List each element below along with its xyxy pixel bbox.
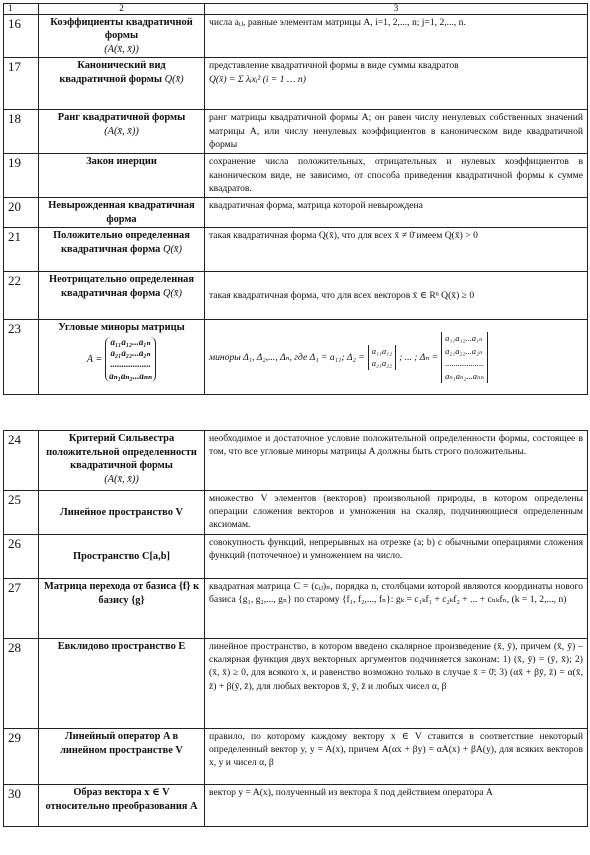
table-row bbox=[4, 154, 588, 198]
definition-cell: такая квадратичная форма Q(x̄), что для всех x̄ ≠ 0̄ имеем Q(x̄) > 0 bbox=[205, 228, 588, 272]
term-math: Q(x̄) bbox=[162, 287, 182, 299]
term-cell: Матрица перехода от базиса {f} к базису {g} bbox=[39, 579, 205, 639]
term-cell bbox=[39, 110, 205, 154]
row-number: 22 bbox=[4, 272, 39, 320]
term-text: Критерий Сильвестра положительной определенности квадратичной формы bbox=[46, 433, 197, 472]
term-cell bbox=[39, 272, 205, 320]
definition-cell: сохранение числа положительных, отрицательных и нулевых коэффициентов в каноническом виде, не зависимо, от способа приведения квадратичной формы к сумме квадратов. bbox=[205, 154, 588, 198]
definitions-table-1 bbox=[3, 3, 588, 395]
row-number: 16 bbox=[4, 14, 39, 58]
row-number: 21 bbox=[4, 228, 39, 272]
table-row bbox=[4, 228, 588, 272]
term-math: (A(x̄, x̄)) bbox=[104, 125, 139, 137]
term-cell bbox=[39, 431, 205, 491]
definition-cell: ранг матрицы квадратичной формы A; он равен числу ненулевых собственных значений матрицы A, или числу ненулевых коэффициентов в каноническом виде квадратичной формы bbox=[205, 110, 588, 154]
minor-2x2 bbox=[368, 345, 396, 371]
row-number: 25 bbox=[4, 491, 39, 535]
definition-cell: множество V элементов (векторов) произвольной природы, в котором определены операции сложения векторов и умножения на скаляр, подчиняющиеся определенным аксиомам. bbox=[205, 491, 588, 535]
term-cell bbox=[39, 58, 205, 110]
row-number: 28 bbox=[4, 639, 39, 729]
table-row bbox=[4, 272, 588, 320]
row-number: 29 bbox=[4, 729, 39, 785]
row-number: 20 bbox=[4, 198, 39, 228]
minor-nxn bbox=[441, 332, 488, 383]
table-row bbox=[4, 198, 588, 228]
table-row bbox=[4, 535, 588, 579]
definition-cell bbox=[205, 58, 588, 110]
term-cell: Невырожденная квадратичная форма bbox=[39, 198, 205, 228]
term-math: Q(x̄) bbox=[162, 243, 182, 255]
definitions-table-2 bbox=[3, 430, 588, 827]
term-text: Канонический вид квадратичной формы bbox=[59, 60, 166, 85]
matrix-row: a₁₁a₁₂...a₁ₙ bbox=[110, 336, 151, 347]
term-cell: Линейное пространство V bbox=[39, 491, 205, 535]
row-number: 24 bbox=[4, 431, 39, 491]
definition-cell: квадратичная форма, матрица которой невырождена bbox=[205, 198, 588, 228]
table-row bbox=[4, 729, 588, 785]
table-row bbox=[4, 785, 588, 827]
term-cell bbox=[39, 14, 205, 58]
row-number: 23 bbox=[4, 320, 39, 395]
table-row bbox=[4, 58, 588, 110]
term-math: (A(x̄, x̄)) bbox=[104, 43, 139, 55]
definition-cell: квадратная матрица C = (cᵢⱼ)ₙ, порядка n, столбцами которой являются координаты нового базиса {g₁, g₂,..., gₙ} по старому {f₁, f₂,..., fₙ}: gₖ = c₁ₖf₁ + c₂ₖf₂ + ... + cₙₖfₙ, (k = 1, 2,..., n) bbox=[205, 579, 588, 639]
table-row bbox=[4, 639, 588, 729]
term-cell: Закон инерции bbox=[39, 154, 205, 198]
term-text: Угловые миноры матрицы bbox=[58, 322, 185, 334]
matrix-row: a₂₁a₂₂...a₂ₙ bbox=[110, 348, 151, 359]
matrix-row: a₁₁a₁₂ bbox=[371, 345, 393, 356]
term-math: Q(x̄) bbox=[164, 73, 184, 85]
matrix-row: a₁₁a₁₂...a₁ₙ bbox=[445, 332, 483, 343]
definition-cell bbox=[205, 320, 588, 395]
definition-cell: вектор y = A(x), полученный из вектора x̄ под действием оператора A bbox=[205, 785, 588, 827]
matrix-row: .................. bbox=[110, 359, 151, 370]
table-row bbox=[4, 110, 588, 154]
table-row bbox=[4, 431, 588, 491]
matrix-row: .................. bbox=[445, 358, 484, 369]
term-text: Коэффициенты квадратичной формы bbox=[50, 16, 193, 42]
term-text: Положительно определенная квадратичная форма bbox=[53, 230, 190, 255]
table-row bbox=[4, 14, 588, 58]
header-col-3: 3 bbox=[205, 4, 588, 15]
term-math: (A(x̄, x̄)) bbox=[104, 473, 139, 485]
term-cell: Образ вектора x ∈ V относительно преобразования A bbox=[39, 785, 205, 827]
definition-cell: совокупность функций, непрерывных на отрезке (a; b) с обычными операциями сложения функций (поточечное) и умножением на число. bbox=[205, 535, 588, 579]
definition-tail: ; ... ; Δₙ = bbox=[399, 351, 439, 363]
definition-cell: линейное пространство, в котором введено скалярное произведение (x̄, ȳ), причем (x̄, ȳ) – скалярная функция двух векторных аргументов подчиняется законам: 1) (x̄, ȳ) = (ȳ, x̄); 2) (x̄, x̄) ≥ 0, для всякого x, и равенство возможно только в случае x̄ = 0̄; 3) (αx̄ + βȳ, z̄) = α(x̄, z̄) + β(ȳ, z̄), для любых векторов x̄, ȳ, z̄ и любых чисел α, β bbox=[205, 639, 588, 729]
matrix-row: aₙ₁aₙ₂...aₙₙ bbox=[109, 370, 153, 381]
matrix-a-body bbox=[105, 337, 156, 382]
term-cell: Линейный оператор A в линейном пространстве V bbox=[39, 729, 205, 785]
matrix-row: a₂₁a₂₂ bbox=[371, 358, 393, 369]
canonical-formula: Q(x̄) = Σ λᵢxᵢ² (i = 1 … n) bbox=[209, 73, 306, 85]
definition-text: миноры Δ₁, Δ₂,..., Δₙ, где Δ₁ = a₁₁; Δ₂ = bbox=[209, 351, 365, 363]
term-text: Неотрицательно определенная квадратичная форма bbox=[48, 274, 195, 299]
row-number: 18 bbox=[4, 110, 39, 154]
table-row bbox=[4, 491, 588, 535]
matrix-a-prefix: A = bbox=[86, 353, 103, 365]
matrix-a bbox=[43, 337, 200, 382]
matrix-row: aₙ₁aₙ₂...aₙₙ bbox=[445, 371, 484, 382]
matrix-row: a₂₁a₂₂...a₂ₙ bbox=[445, 345, 483, 356]
header-row bbox=[4, 4, 588, 15]
row-number: 17 bbox=[4, 58, 39, 110]
row-number: 19 bbox=[4, 154, 39, 198]
definition-cell: числа aᵢⱼ, равные элементам матрицы A, i=1, 2,..., n; j=1, 2,..., n. bbox=[205, 14, 588, 58]
term-cell bbox=[39, 320, 205, 395]
header-col-1: 1 bbox=[4, 4, 39, 15]
term-text: Ранг квадратичной формы bbox=[57, 112, 186, 124]
term-cell: Евклидово пространство E bbox=[39, 639, 205, 729]
header-col-2: 2 bbox=[39, 4, 205, 15]
minors-formula bbox=[209, 332, 583, 383]
table-row bbox=[4, 579, 588, 639]
term-cell: Пространство C[a,b] bbox=[39, 535, 205, 579]
table-row bbox=[4, 320, 588, 395]
definition-cell: правило, по которому каждому вектору x ∈ V ставится в соответствие некоторый определенный вектор y, y = A(x), причем A(αx + βy) = αA(x) + βA(y), для всяких векторов x, y и чисел α, β bbox=[205, 729, 588, 785]
term-cell bbox=[39, 228, 205, 272]
definition-cell: необходимое и достаточное условие положительной определенности формы, состоящее в том, что все угловые миноры матрицы A должны быть строго положительны. bbox=[205, 431, 588, 491]
row-number: 30 bbox=[4, 785, 39, 827]
row-number: 26 bbox=[4, 535, 39, 579]
definition-text: представление квадратичной формы в виде суммы квадратов bbox=[209, 60, 459, 72]
definition-cell: такая квадратичная форма, что для всех векторов x̄ ∈ Rⁿ Q(x̄) ≥ 0 bbox=[205, 272, 588, 320]
row-number: 27 bbox=[4, 579, 39, 639]
